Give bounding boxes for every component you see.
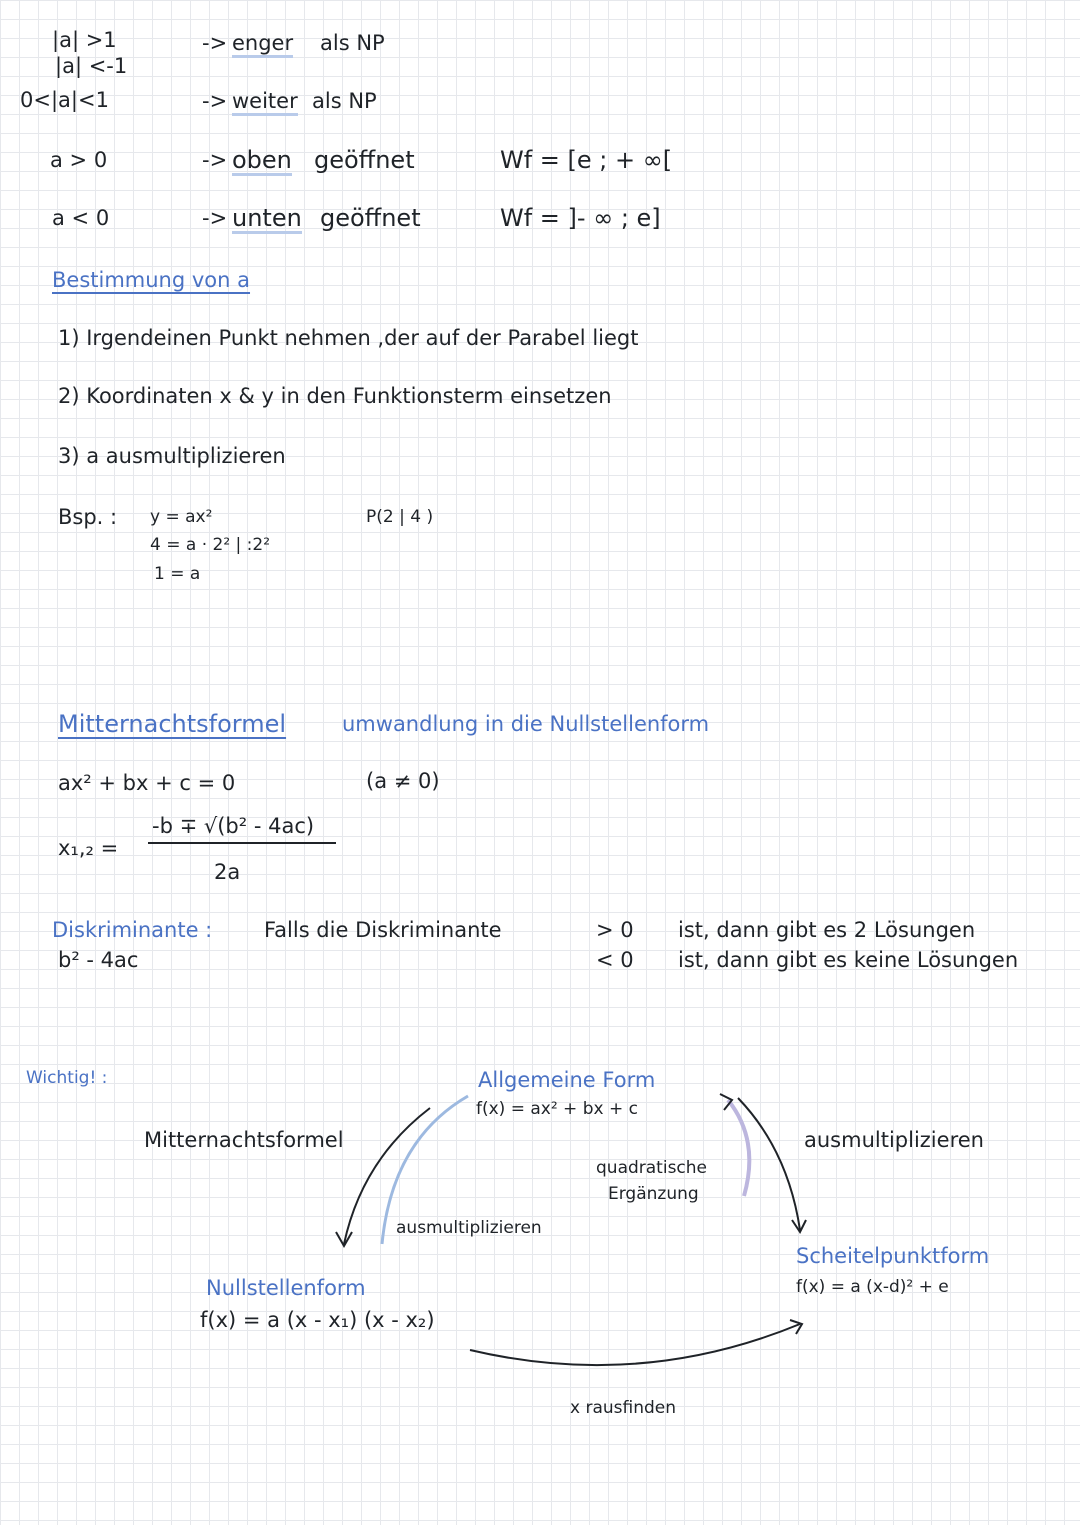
discriminant-case-positive: ist, dann gibt es 2 Lösungen xyxy=(678,918,976,942)
discriminant-sign-positive: > 0 xyxy=(596,918,634,942)
label-ergaenzung: Ergänzung xyxy=(608,1184,699,1204)
zero-form-formula: f(x) = a (x - x₁) (x - x₂) xyxy=(200,1308,435,1332)
discriminant-sign-negative: < 0 xyxy=(596,948,634,972)
heading-mitternachtsformel: Mitternachtsformel xyxy=(58,710,287,738)
heading-bestimmung: Bestimmung von a xyxy=(52,268,251,292)
arrow-zero-to-general xyxy=(382,1096,468,1244)
vertex-form-formula: f(x) = a (x-d)² + e xyxy=(796,1277,949,1297)
step-1: 1) Irgendeinen Punkt nehmen ,der auf der Parabel liegt xyxy=(58,326,639,350)
formula-lhs: x₁,₂ = xyxy=(58,836,119,860)
text-geoeffnet: geöffnet xyxy=(320,204,421,232)
vertex-form-title: Scheitelpunktform xyxy=(796,1244,990,1268)
general-form-formula: f(x) = ax² + bx + c xyxy=(476,1099,638,1119)
discriminant-formula: b² - 4ac xyxy=(58,948,139,972)
discriminant-intro: Falls die Diskriminante xyxy=(264,918,502,942)
arrow-vertex-to-general xyxy=(728,1100,749,1196)
arrowhead-icon xyxy=(720,1094,732,1110)
arrow-icon: -> xyxy=(202,89,228,113)
text-als-np: als NP xyxy=(312,89,377,113)
condition-a-negative: a < 0 xyxy=(52,206,110,230)
range-opened-down: Wf = ]- ∞ ; e] xyxy=(500,204,661,232)
arrow-icon: -> xyxy=(202,148,228,172)
label-x-rausfinden: x rausfinden xyxy=(570,1398,677,1418)
arrow-icon: -> xyxy=(202,31,228,55)
discriminant-case-negative: ist, dann gibt es keine Lösungen xyxy=(678,948,1019,972)
text-geoeffnet: geöffnet xyxy=(314,146,415,174)
step-2: 2) Koordinaten x & y in den Funktionsterm einsetzen xyxy=(58,384,612,408)
keyword-weiter: weiter xyxy=(232,91,298,116)
step-3: 3) a ausmultiplizieren xyxy=(58,444,286,468)
example-point: P(2 | 4 ) xyxy=(366,507,434,527)
example-line-2: 4 = a · 2² | :2² xyxy=(150,535,271,555)
condition-abs-lt-minus-1: |a| <-1 xyxy=(55,54,128,78)
keyword-unten: unten xyxy=(232,204,302,232)
quadratic-equation: ax² + bx + c = 0 xyxy=(58,771,236,795)
condition-abs-gt-1: |a| >1 xyxy=(52,28,117,52)
text-als-np: als NP xyxy=(320,31,385,55)
arrow-zero-to-vertex xyxy=(470,1324,800,1365)
nonzero-condition: (a ≠ 0) xyxy=(366,769,440,793)
label-mitternachtsformel: Mitternachtsformel xyxy=(144,1128,344,1152)
formula-denominator: 2a xyxy=(214,860,241,884)
keyword-enger: enger xyxy=(232,33,293,58)
general-form-title: Allgemeine Form xyxy=(478,1068,656,1092)
keyword-oben: oben xyxy=(232,146,292,174)
range-opened-up: Wf = [e ; + ∞[ xyxy=(500,146,673,174)
midnight-subtitle: umwandlung in die Nullstellenform xyxy=(342,712,710,736)
label-ausmultiplizieren-right: ausmultiplizieren xyxy=(804,1128,984,1152)
condition-a-positive: a > 0 xyxy=(50,148,108,172)
discriminant-label: Diskriminante : xyxy=(52,918,213,942)
label-quadratische: quadratische xyxy=(596,1158,708,1178)
example-label: Bsp. : xyxy=(58,505,118,529)
zero-form-title: Nullstellenform xyxy=(206,1276,366,1300)
example-line-1: y = ax² xyxy=(150,507,213,527)
formula-numerator: -b ∓ √(b² - 4ac) xyxy=(152,814,315,838)
important-label: Wichtig! : xyxy=(26,1068,108,1088)
arrow-icon: -> xyxy=(202,206,228,230)
label-ausmultiplizieren-left: ausmultiplizieren xyxy=(396,1218,542,1238)
example-line-3: 1 = a xyxy=(154,564,201,584)
condition-between-0-1: 0<|a|<1 xyxy=(20,88,109,112)
arrow-general-to-zero xyxy=(344,1108,430,1244)
